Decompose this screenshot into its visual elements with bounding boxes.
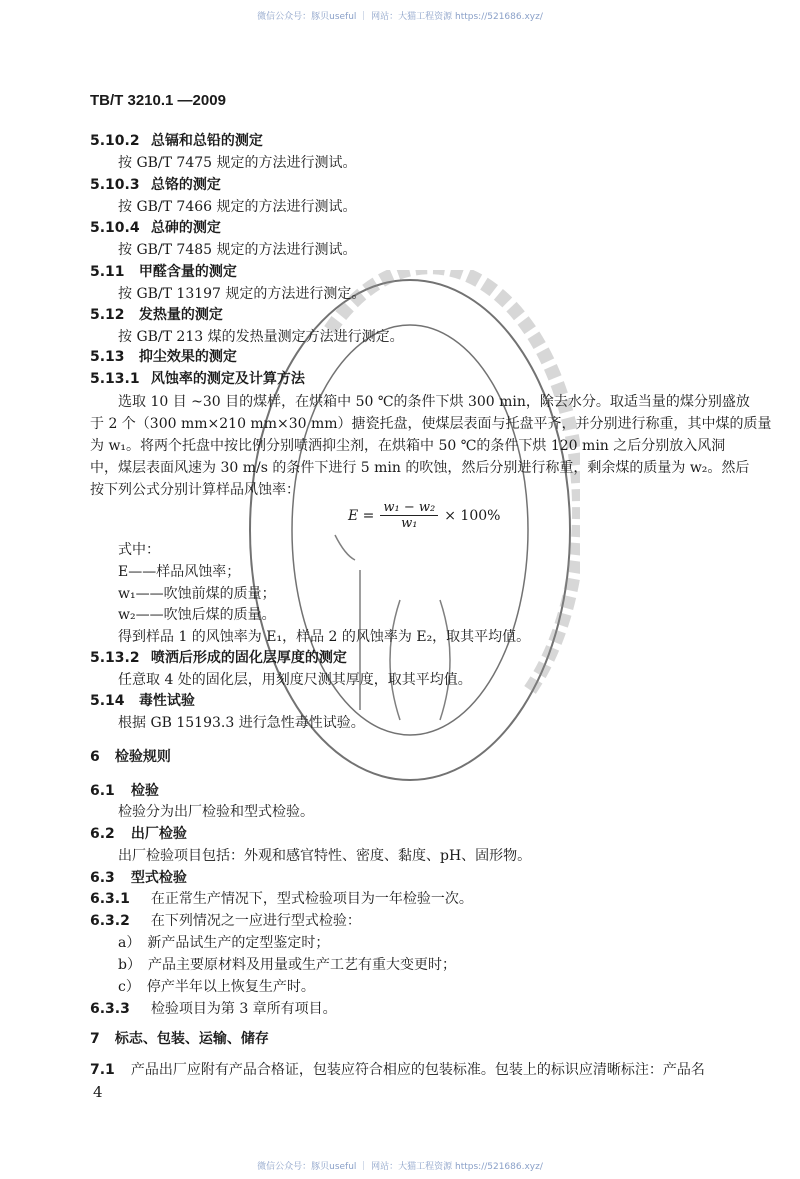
section-5-13-2-heading: 5.13.2 喷洒后形成的固化层厚度的测定 (90, 650, 347, 666)
paragraph-line: 选取 10 目 ~30 目的煤样，在烘箱中 50 ℃的条件下烘 300 min，除去水分。取适当量的煤分别盛放 (118, 394, 750, 410)
section-5-12-text: 按 GB/T 213 煤的发热量测定方法进行测定。 (118, 329, 404, 345)
where-label: 式中： (118, 542, 160, 558)
section-6-3-heading: 6.3 型式检验 (90, 870, 187, 886)
section-6-1-heading: 6.1 检验 (90, 783, 159, 799)
section-5-10-3-heading: 5.10.3 总铬的测定 (90, 177, 221, 193)
result-text: 得到样品 1 的风蚀率为 E₁，样品 2 的风蚀率为 E₂，取其平均值。 (118, 629, 531, 645)
formula-denominator: w₁ (401, 516, 418, 531)
section-6-3-1: 6.3.1 在正常生产情况下，型式检验项目为一年检验一次。 (90, 891, 473, 907)
section-5-13-heading: 5.13 抑尘效果的测定 (90, 349, 237, 365)
document-id: TB/T 3210.1 —2009 (90, 92, 226, 109)
section-5-12-heading: 5.12 发热量的测定 (90, 307, 223, 323)
formula-rhs: × 100% (444, 507, 501, 524)
formula-lhs: E = (348, 507, 375, 524)
section-5-10-4-text: 按 GB/T 7485 规定的方法进行测试。 (118, 242, 357, 258)
list-item: a） 新产品试生产的定型鉴定时； (118, 935, 330, 951)
section-6-2-text: 出厂检验项目包括：外观和感官特性、密度、黏度、pH、固形物。 (118, 848, 532, 864)
definition: w₁——吹蚀前煤的质量； (118, 586, 276, 602)
section-7-1: 7.1 产品出厂应附有产品合格证，包装应符合相应的包装标准。包装上的标识应清晰标注：产品名 (90, 1062, 705, 1078)
section-5-10-4-heading: 5.10.4 总砷的测定 (90, 220, 221, 236)
paragraph-line: 中，煤层表面风速为 30 m/s 的条件下进行 5 min 的吹蚀，然后分别进行称重，剩余煤的质量为 w₂。然后 (90, 460, 750, 476)
paragraph-line: 为 w₁。将两个托盘中按比例分别喷洒抑尘剂，在烘箱中 50 ℃的条件下烘 120 min 之后分别放入风洞 (90, 438, 726, 454)
erosion-rate-formula (348, 500, 500, 531)
paragraph-line: 按下列公式分别计算样品风蚀率： (90, 482, 300, 498)
section-5-11-heading: 5.11 甲醛含量的测定 (90, 264, 237, 280)
watermark-top: 微信公众号：豚贝useful ｜ 网站：大猫工程资源 https://521686.xyz/ (257, 12, 543, 22)
definition: w₂——吹蚀后煤的质量。 (118, 607, 276, 623)
list-item: b） 产品主要原材料及用量或生产工艺有重大变更时； (118, 957, 456, 973)
section-5-14-text: 根据 GB 15193.3 进行急性毒性试验。 (118, 715, 365, 731)
section-6-1-text: 检验分为出厂检验和型式检验。 (118, 804, 314, 820)
section-5-13-1-heading: 5.13.1 风蚀率的测定及计算方法 (90, 371, 305, 387)
section-5-10-3-text: 按 GB/T 7466 规定的方法进行测试。 (118, 199, 357, 215)
watermark-bottom: 微信公众号：豚贝useful ｜ 网站：大猫工程资源 https://521686.xyz/ (257, 1162, 543, 1172)
chapter-7-heading: 7 标志、包装、运输、储存 (90, 1031, 269, 1047)
section-5-14-heading: 5.14 毒性试验 (90, 693, 195, 709)
section-6-3-3: 6.3.3 检验项目为第 3 章所有项目。 (90, 1001, 337, 1017)
section-5-13-2-text: 任意取 4 处的固化层，用刻度尺测其厚度，取其平均值。 (118, 672, 472, 688)
section-6-3-2: 6.3.2 在下列情况之一应进行型式检验： (90, 913, 361, 929)
section-5-10-2-text: 按 GB/T 7475 规定的方法进行测试。 (118, 155, 357, 171)
list-item: c） 停产半年以上恢复生产时。 (118, 979, 315, 995)
definition: E——样品风蚀率； (118, 564, 241, 580)
section-6-2-heading: 6.2 出厂检验 (90, 826, 187, 842)
chapter-6-heading: 6 检验规则 (90, 749, 171, 765)
formula-numerator: w₁ − w₂ (380, 500, 438, 516)
section-5-11-text: 按 GB/T 13197 规定的方法进行测定。 (118, 286, 366, 302)
section-5-10-2-heading: 5.10.2 总镉和总铅的测定 (90, 133, 263, 149)
page-number: 4 (93, 1083, 103, 1101)
paragraph-line: 于 2 个（300 mm×210 mm×30 mm）搪瓷托盘，使煤层表面与托盘平齐，并分别进行称重，其中煤的质量 (90, 416, 772, 432)
